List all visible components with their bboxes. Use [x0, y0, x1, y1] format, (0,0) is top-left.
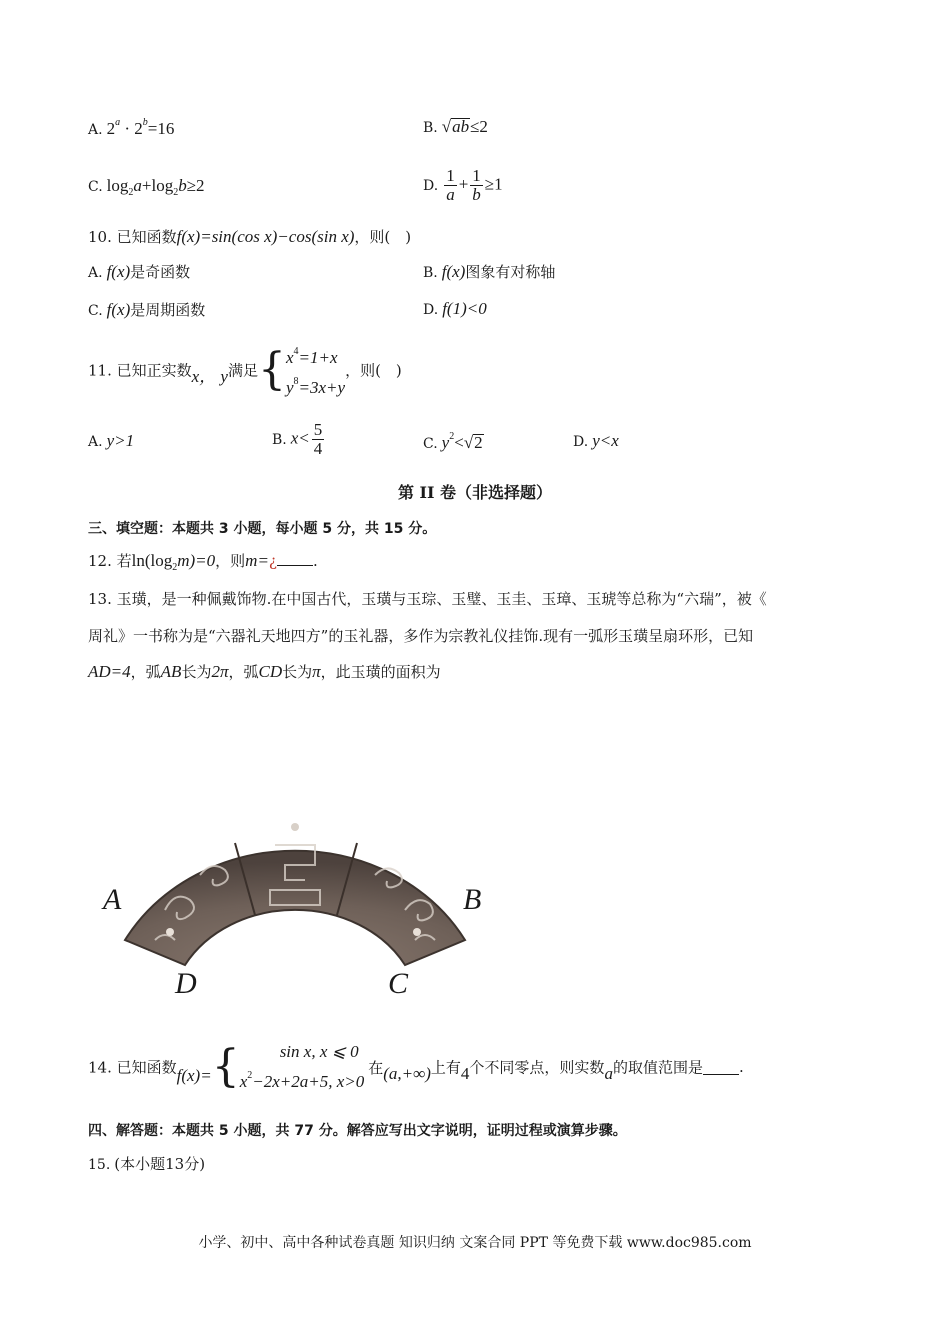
q15: 15. (本小题13分) [88, 1155, 206, 1173]
jade-figure [95, 795, 505, 1010]
jade-arc-image [95, 795, 505, 1010]
q11-option-b: B. x< $\frac{5}{4}$ [272, 420, 323, 458]
q11-option-a: A. y>1 [88, 431, 135, 450]
system-brace: { [257, 344, 286, 395]
left-hole [166, 928, 174, 936]
q9-option-b: B. √ab≤2 [423, 117, 488, 136]
answer-blank [277, 551, 313, 566]
page-footer: 小学、初中、高中各种试卷真题 知识归纳 文案合同 PPT 等免费下载 www.doc985.com [198, 1235, 752, 1251]
q9-option-a: A. $2^a \cdot 2^b=16$ [88, 117, 175, 138]
q10-option-a: A. f(x)是奇函数 [88, 262, 191, 281]
q11-option-d: D. y<x [573, 431, 619, 450]
q10-option-c: C. f(x)是周期函数 [88, 300, 206, 319]
q11-option-c: C. $y^2<√2$ [423, 431, 483, 452]
q10-stem: 10. 已知函数f(x)=sin(cos x)−cos(sin x)，则( ) [88, 227, 412, 246]
piecewise-brace: { [211, 1041, 240, 1092]
q13-line1: 13. 玉璜，是一种佩戴饰物.在中国古代，玉璜与玉琮、玉璧、玉圭、玉璋、玉琥等总称为“六瑞”，被《 [88, 590, 767, 608]
part2-title: 第 II 卷（非选择题） [397, 483, 553, 502]
q13-line3: AD=4，弧AB长为2π，弧CD长为π，此玉璜的面积为 [88, 662, 441, 681]
answer-blank [703, 1060, 739, 1075]
q9-option-d: D. $\frac{1}{a}$ + $\frac{1}{b}$ ≥1 [423, 166, 503, 204]
jade-body [125, 851, 465, 965]
q10-option-d: D. f(1)<0 [423, 299, 487, 318]
q10-option-b: B. f(x)图象有对称轴 [423, 262, 556, 281]
label-D: D [175, 967, 197, 1000]
q9-option-c: C. $\log_2a+\log_2b\ge 2$ [88, 176, 205, 198]
q12: 12. 若$\ln(\log_2m)=0$，则m=¿ . [88, 551, 318, 573]
q11-system: $x^4=1+x$ $y^8=3x+y$ [285, 346, 346, 397]
section4-heading: 四、解答题：本题共 5 小题，共 77 分。解答应写出文字说明，证明过程或演算步骤。 [88, 1123, 627, 1139]
q13-line2: 周礼》一书称为是“六器礼天地四方”的玉礼器，多作为宗教礼仪挂饰.现有一弧形玉璜呈扇环形，已知 [88, 627, 754, 645]
top-hole [291, 823, 299, 831]
label-C: C [388, 967, 409, 1000]
right-hole [413, 928, 421, 936]
section3-heading: 三、填空题：本题共 3 小题，每小题 5 分，共 15 分。 [88, 521, 437, 537]
label-B: B [463, 883, 482, 916]
q14-piecewise: sin x, x ⩽ 0 $x^2-2x+2a+5$, x>0 [239, 1042, 365, 1091]
label-A: A [103, 883, 122, 916]
q11-stem: 11. 已知正实数x， y满足{ $x^4=1+x$ $y^8=3x+y$ ，则( ) [88, 340, 402, 400]
q14: 14. 已知函数f(x)={ sin x, x ⩽ 0 $x^2-2x+2a+5$, x>0 在(a,+∞)上有4个不同零点，则实数a的取值范围是 . [88, 1041, 744, 1092]
